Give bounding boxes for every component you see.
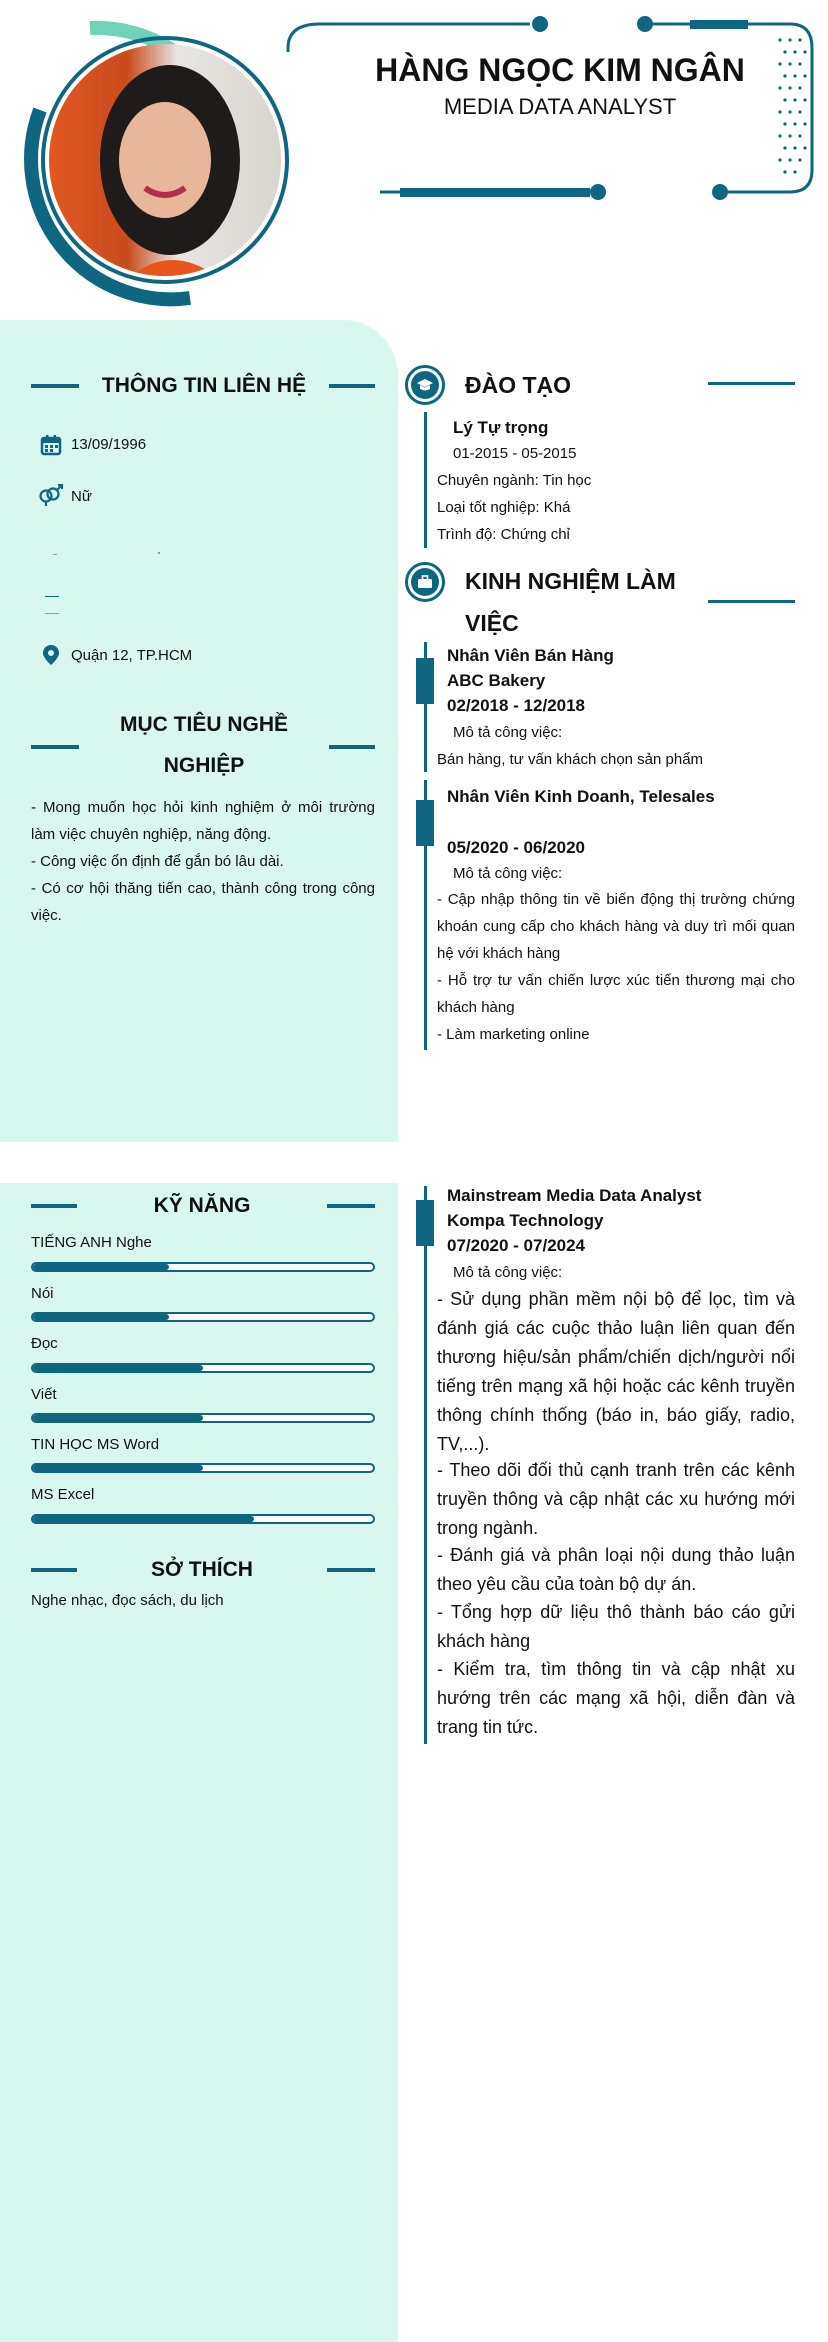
location-icon [42, 644, 60, 666]
hobbies-text: Nghe nhạc, đọc sách, du lịch [31, 1592, 224, 1609]
profile-photo-frame [10, 10, 320, 310]
faint-mark [158, 552, 160, 554]
skill-label: Nói [31, 1285, 54, 1302]
job-period: 02/2018 - 12/2018 [447, 696, 586, 715]
skill-label: Viết [31, 1386, 57, 1403]
timeline-line [424, 412, 427, 548]
candidate-name: HÀNG NGỌC KIM NGÂN [375, 52, 745, 88]
job-company: ABC Bakery [447, 671, 546, 690]
job-desc-line: - Sử dụng phần mềm nội bộ để lọc, tìm và đánh giá các cuộc thảo luận liên quan đến thương hiệu/sản phẩm/chiến dịch/người nổi tiếng trên mạng xã hội hoặc các kênh truyền thông chính thống (báo in, báo giấy, radio, TV,...). [437, 1289, 795, 1454]
skill-bar-fill [33, 1465, 203, 1471]
skill-label: MS Excel [31, 1486, 95, 1503]
job-desc-line: - Hỗ trợ tư vấn chiến lược xúc tiến thương mại cho khách hàng [437, 972, 795, 1016]
education-heading: ĐÀO TẠO [465, 372, 572, 398]
faint-mark [45, 596, 59, 597]
job-desc-label: Mô tả công việc: [453, 1264, 563, 1281]
job-role: Nhân Viên Bán Hàng [447, 646, 614, 665]
job-role: Nhân Viên Kinh Doanh, Telesales [447, 787, 715, 806]
job-desc-line: - Tổng hợp dữ liệu thô thành báo cáo gửi khách hàng [437, 1602, 795, 1651]
divider [327, 1568, 375, 1572]
objective-line: - Mong muốn học hỏi kinh nghiệm ở môi trường làm việc chuyên nghiệp, năng động. [31, 799, 375, 843]
divider [708, 382, 795, 385]
hobbies-heading: SỞ THÍCH [151, 1558, 253, 1581]
objective-line: - Có cơ hội thăng tiến cao, thành công trong công việc. [31, 880, 375, 924]
objective-line: - Công việc ổn định để gắn bó lâu dài. [31, 853, 284, 870]
skill-bar [31, 1463, 375, 1473]
job-desc-line: - Theo dõi đối thủ cạnh tranh trên các kênh truyền thông và cập nhật các xu hướng mới trong ngành. [437, 1460, 795, 1538]
faint-mark [53, 554, 57, 555]
job-desc-line: - Kiểm tra, tìm thông tin và cập nhật xu hướng trên các mạng xã hội, diễn đàn và trang tin tức. [437, 1659, 795, 1737]
skill-bar-fill [33, 1516, 254, 1522]
skill-bar [31, 1312, 375, 1322]
graduation-cap-icon [405, 365, 445, 405]
divider [31, 384, 79, 388]
skill-label: TIN HỌC MS Word [31, 1436, 160, 1453]
job-desc-label: Mô tả công việc: [453, 865, 563, 882]
address-value: Quận 12, TP.HCM [71, 647, 193, 664]
skill-label: Đọc [31, 1335, 58, 1352]
skill-bar-fill [33, 1314, 169, 1320]
job-role: Mainstream Media Data Analyst [447, 1186, 702, 1205]
skill-bar [31, 1514, 375, 1524]
job-title: MEDIA DATA ANALYST [443, 94, 677, 119]
job-desc-line: - Cập nhập thông tin về biến động thị trường chứng khoán cung cấp cho khách hàng và duy trì mối quan hệ với khách hàng [437, 891, 795, 962]
timeline-marker [416, 1200, 434, 1246]
left-panel-page2 [0, 1183, 398, 2342]
job-desc-line: - Làm marketing online [437, 1026, 590, 1043]
objective-heading-line1: MỤC TIÊU NGHỀ [120, 713, 288, 736]
skill-bar [31, 1363, 375, 1373]
calendar-icon [40, 434, 62, 456]
education-period: 01-2015 - 05-2015 [453, 445, 577, 462]
job-desc-line: - Đánh giá và phân loại nội dung thảo luận theo yêu cầu của toàn bộ dự án. [437, 1545, 795, 1594]
education-school: Lý Tự trọng [453, 418, 549, 437]
job-desc-line: Bán hàng, tư vấn khách chọn sản phẩm [437, 751, 704, 768]
skill-bar [31, 1262, 375, 1272]
job-period: 07/2020 - 07/2024 [447, 1236, 586, 1255]
education-level: Trình độ: Chứng chỉ [437, 526, 570, 543]
timeline-marker [416, 658, 434, 704]
divider [31, 1568, 77, 1572]
divider [329, 384, 375, 388]
divider [31, 745, 79, 749]
faint-mark [45, 613, 59, 614]
skill-label: TIẾNG ANH Nghe [31, 1234, 152, 1251]
education-grade: Loại tốt nghiệp: Khá [437, 499, 571, 516]
timeline-marker [416, 800, 434, 846]
skill-bar-fill [33, 1365, 203, 1371]
skill-bar-fill [33, 1264, 169, 1270]
skills-heading: KỸ NĂNG [153, 1194, 251, 1217]
job-company: Kompa Technology [447, 1211, 604, 1230]
briefcase-icon [405, 562, 445, 602]
gender-icon [38, 484, 64, 506]
objective-heading-line2: NGHIỆP [163, 754, 245, 777]
timeline-line [424, 1186, 427, 1744]
experience-heading-line1: KINH NGHIỆM LÀM [465, 568, 676, 594]
job-period: 05/2020 - 06/2020 [447, 838, 586, 857]
divider [329, 745, 375, 749]
divider [327, 1204, 375, 1208]
skill-bar-fill [33, 1415, 203, 1421]
divider [31, 1204, 77, 1208]
gender-value: Nữ [71, 488, 92, 505]
contact-heading: THÔNG TIN LIÊN HỆ [101, 374, 307, 397]
divider [708, 600, 795, 603]
birthday-value: 13/09/1996 [71, 436, 147, 453]
job-desc-label: Mô tả công việc: [453, 724, 563, 741]
skill-bar [31, 1413, 375, 1423]
education-major: Chuyên ngành: Tin học [437, 472, 592, 489]
experience-heading-line2: VIỆC [465, 610, 519, 636]
